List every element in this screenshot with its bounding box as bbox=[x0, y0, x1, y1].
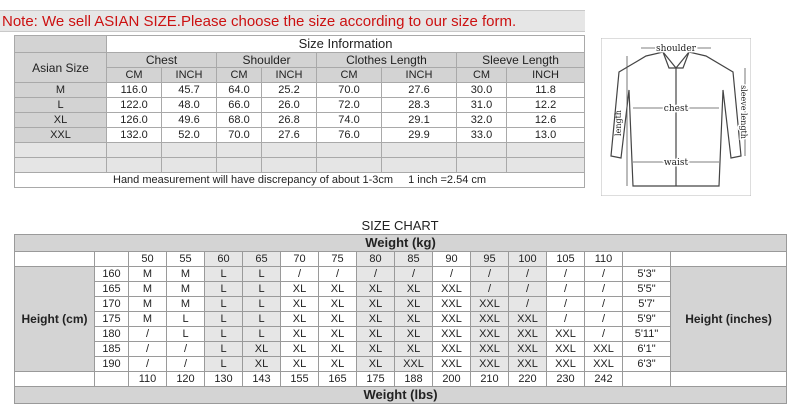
measurement-cell: 64.0 bbox=[217, 83, 262, 98]
size-recommendation-cell: XXL bbox=[433, 297, 471, 312]
clothes-length-header: Clothes Length bbox=[317, 53, 457, 68]
height-cm-label: Height (cm) bbox=[15, 267, 95, 372]
measurement-cell: 28.3 bbox=[382, 98, 457, 113]
size-recommendation-cell: / bbox=[547, 282, 585, 297]
size-recommendation-cell: L bbox=[205, 312, 243, 327]
measurement-cell: 52.0 bbox=[162, 128, 217, 143]
weight-lbs-cell: 155 bbox=[281, 372, 319, 387]
size-recommendation-cell: XL bbox=[357, 342, 395, 357]
size-recommendation-cell: M bbox=[129, 312, 167, 327]
size-info-title: Size Information bbox=[107, 36, 585, 53]
weight-kg-cell: 50 bbox=[129, 252, 167, 267]
height-inches-cell: 5'11" bbox=[623, 327, 671, 342]
size-recommendation-cell: M bbox=[129, 267, 167, 282]
size-recommendation-cell: / bbox=[585, 282, 623, 297]
size-recommendation-cell: M bbox=[129, 282, 167, 297]
height-cm-cell: 160 bbox=[95, 267, 129, 282]
size-recommendation-cell: XL bbox=[395, 282, 433, 297]
unit-header: INCH bbox=[507, 68, 585, 83]
size-recommendation-cell: / bbox=[433, 267, 471, 282]
size-recommendation-cell: / bbox=[585, 327, 623, 342]
size-recommendation-cell: XL bbox=[319, 282, 357, 297]
size-recommendation-cell: L bbox=[205, 267, 243, 282]
measurement-cell: 49.6 bbox=[162, 113, 217, 128]
measurement-cell: 12.2 bbox=[507, 98, 585, 113]
discrepancy-note: Hand measurement will have discrepancy of about 1-3cm bbox=[113, 174, 394, 186]
weight-lbs-row bbox=[15, 372, 787, 387]
weight-kg-cell: 65 bbox=[243, 252, 281, 267]
size-information-table bbox=[14, 35, 585, 188]
size-recommendation-cell: / bbox=[547, 267, 585, 282]
size-recommendation-cell: / bbox=[509, 297, 547, 312]
measurement-cell: 26.8 bbox=[262, 113, 317, 128]
measurement-cell: 68.0 bbox=[217, 113, 262, 128]
size-recommendation-cell: XXL bbox=[433, 357, 471, 372]
sleeve-length-header: Sleeve Length bbox=[457, 53, 585, 68]
size-recommendation-cell: L bbox=[243, 267, 281, 282]
size-recommendation-cell: / bbox=[585, 312, 623, 327]
height-inches-cell: 5'7' bbox=[623, 297, 671, 312]
height-cm-cell: 165 bbox=[95, 282, 129, 297]
size-recommendation-cell: / bbox=[129, 342, 167, 357]
size-label-cell: M bbox=[15, 83, 107, 98]
waist-label: waist bbox=[663, 158, 689, 168]
size-recommendation-cell: XL bbox=[319, 342, 357, 357]
size-recommendation-cell: / bbox=[509, 267, 547, 282]
size-recommendation-cell: XL bbox=[357, 312, 395, 327]
measurement-cell: 27.6 bbox=[382, 83, 457, 98]
size-recommendation-cell: / bbox=[395, 267, 433, 282]
shoulder-header: Shoulder bbox=[217, 53, 317, 68]
size-recommendation-cell: XXL bbox=[471, 327, 509, 342]
weight-lbs-cell: 165 bbox=[319, 372, 357, 387]
size-recommendation-cell: XXL bbox=[585, 357, 623, 372]
measurement-cell: 29.9 bbox=[382, 128, 457, 143]
size-recommendation-cell: L bbox=[205, 357, 243, 372]
size-recommendation-cell: XL bbox=[357, 357, 395, 372]
measurement-cell: 45.7 bbox=[162, 83, 217, 98]
measurement-cell: 26.0 bbox=[262, 98, 317, 113]
unit-header: INCH bbox=[382, 68, 457, 83]
size-recommendation-cell: XXL bbox=[547, 357, 585, 372]
weight-lbs-cell: 120 bbox=[167, 372, 205, 387]
unit-header: CM bbox=[107, 68, 162, 83]
measurement-cell: 29.1 bbox=[382, 113, 457, 128]
size-recommendation-cell: XL bbox=[319, 327, 357, 342]
size-recommendation-cell: / bbox=[471, 282, 509, 297]
measurement-cell: 30.0 bbox=[457, 83, 507, 98]
size-chart-body bbox=[15, 267, 787, 372]
size-recommendation-cell: XXL bbox=[547, 327, 585, 342]
size-recommendation-cell: XL bbox=[395, 327, 433, 342]
unit-header: INCH bbox=[262, 68, 317, 83]
weight-kg-cell: 60 bbox=[205, 252, 243, 267]
chest-label: chest bbox=[663, 104, 689, 114]
size-info-body bbox=[15, 83, 585, 143]
size-recommendation-cell: XL bbox=[243, 342, 281, 357]
size-recommendation-cell: XXL bbox=[433, 282, 471, 297]
weight-kg-cell: 95 bbox=[471, 252, 509, 267]
measurement-cell: 74.0 bbox=[317, 113, 382, 128]
size-recommendation-cell: L bbox=[167, 327, 205, 342]
inch-conversion: 1 inch =2.54 cm bbox=[408, 174, 487, 186]
size-recommendation-cell: L bbox=[167, 312, 205, 327]
measurement-cell: 116.0 bbox=[107, 83, 162, 98]
size-recommendation-cell: XL bbox=[357, 327, 395, 342]
height-inches-cell: 5'5" bbox=[623, 282, 671, 297]
measurement-cell: 12.6 bbox=[507, 113, 585, 128]
weight-lbs-cell: 230 bbox=[547, 372, 585, 387]
measurement-cell: 32.0 bbox=[457, 113, 507, 128]
size-recommendation-cell: XL bbox=[319, 357, 357, 372]
height-cm-cell: 175 bbox=[95, 312, 129, 327]
sleeve-length-label: sleeve length bbox=[739, 85, 748, 139]
weight-lbs-cell: 175 bbox=[357, 372, 395, 387]
size-recommendation-cell: XL bbox=[395, 342, 433, 357]
measurement-cell: 13.0 bbox=[507, 128, 585, 143]
weight-kg-cell: 105 bbox=[547, 252, 585, 267]
size-recommendation-cell: / bbox=[547, 312, 585, 327]
measurement-cell: 27.6 bbox=[262, 128, 317, 143]
measurement-cell: 33.0 bbox=[457, 128, 507, 143]
measurement-cell: 132.0 bbox=[107, 128, 162, 143]
size-recommendation-cell: XL bbox=[357, 297, 395, 312]
size-recommendation-cell: / bbox=[167, 357, 205, 372]
weight-lbs-band: Weight (lbs) bbox=[15, 387, 787, 404]
unit-header: CM bbox=[217, 68, 262, 83]
size-recommendation-cell: XL bbox=[281, 297, 319, 312]
weight-kg-band: Weight (kg) bbox=[15, 235, 787, 252]
size-recommendation-cell: M bbox=[129, 297, 167, 312]
size-recommendation-cell: / bbox=[547, 297, 585, 312]
size-recommendation-cell: / bbox=[509, 282, 547, 297]
weight-kg-cell: 100 bbox=[509, 252, 547, 267]
size-info-row bbox=[15, 128, 585, 143]
measurement-cell: 70.0 bbox=[317, 83, 382, 98]
size-recommendation-cell: XXL bbox=[471, 297, 509, 312]
weight-kg-cell: 75 bbox=[319, 252, 357, 267]
size-recommendation-cell: / bbox=[129, 327, 167, 342]
size-recommendation-cell: XXL bbox=[471, 342, 509, 357]
size-recommendation-cell: M bbox=[167, 297, 205, 312]
size-recommendation-cell: XL bbox=[281, 357, 319, 372]
size-recommendation-cell: XL bbox=[357, 282, 395, 297]
size-recommendation-cell: XXL bbox=[509, 312, 547, 327]
shoulder-label: shoulder bbox=[656, 44, 696, 54]
weight-lbs-cell: 220 bbox=[509, 372, 547, 387]
measurement-cell: 122.0 bbox=[107, 98, 162, 113]
weight-kg-row bbox=[15, 252, 787, 267]
size-recommendation-cell: XL bbox=[395, 312, 433, 327]
measurement-cell: 25.2 bbox=[262, 83, 317, 98]
measurement-footer bbox=[15, 173, 585, 188]
size-recommendation-cell: XXL bbox=[509, 327, 547, 342]
measurement-cell: 70.0 bbox=[217, 128, 262, 143]
measurement-cell: 31.0 bbox=[457, 98, 507, 113]
length-label: length bbox=[614, 110, 623, 136]
height-cm-cell: 190 bbox=[95, 357, 129, 372]
weight-kg-cell: 90 bbox=[433, 252, 471, 267]
height-row bbox=[15, 267, 787, 282]
empty-row bbox=[15, 158, 585, 173]
measurement-cell: 66.0 bbox=[217, 98, 262, 113]
weight-kg-cell: 85 bbox=[395, 252, 433, 267]
measurement-cell: 11.8 bbox=[507, 83, 585, 98]
height-cm-cell: 170 bbox=[95, 297, 129, 312]
size-info-corner bbox=[15, 36, 107, 53]
weight-lbs-cell: 110 bbox=[129, 372, 167, 387]
height-cm-cell: 185 bbox=[95, 342, 129, 357]
size-recommendation-cell: XXL bbox=[471, 357, 509, 372]
size-recommendation-cell: XXL bbox=[509, 342, 547, 357]
asian-size-note: Note: We sell ASIAN SIZE.Please choose the size according to our size form. bbox=[0, 10, 585, 32]
size-recommendation-cell: XL bbox=[395, 297, 433, 312]
size-recommendation-cell: XXL bbox=[395, 357, 433, 372]
size-recommendation-cell: XL bbox=[281, 342, 319, 357]
size-recommendation-cell: L bbox=[243, 282, 281, 297]
size-info-row bbox=[15, 98, 585, 113]
size-recommendation-cell: XL bbox=[319, 312, 357, 327]
height-inches-cell: 5'3" bbox=[623, 267, 671, 282]
weight-lbs-cell: 200 bbox=[433, 372, 471, 387]
size-recommendation-cell: / bbox=[471, 267, 509, 282]
size-recommendation-cell: XXL bbox=[509, 357, 547, 372]
size-recommendation-cell: XXL bbox=[471, 312, 509, 327]
size-recommendation-cell: L bbox=[243, 297, 281, 312]
size-recommendation-cell: / bbox=[281, 267, 319, 282]
asian-size-header: Asian Size bbox=[15, 53, 107, 83]
size-label-cell: XXL bbox=[15, 128, 107, 143]
size-recommendation-cell: XXL bbox=[547, 342, 585, 357]
weight-lbs-cell: 242 bbox=[585, 372, 623, 387]
weight-kg-cell: 110 bbox=[585, 252, 623, 267]
size-recommendation-cell: XL bbox=[319, 297, 357, 312]
measurement-cell: 48.0 bbox=[162, 98, 217, 113]
weight-kg-cell: 70 bbox=[281, 252, 319, 267]
height-inches-cell: 5'9" bbox=[623, 312, 671, 327]
size-recommendation-cell: L bbox=[205, 327, 243, 342]
size-chart-title: SIZE CHART bbox=[361, 218, 439, 233]
size-recommendation-cell: XXL bbox=[585, 342, 623, 357]
weight-kg-cell: 80 bbox=[357, 252, 395, 267]
size-recommendation-cell: L bbox=[205, 297, 243, 312]
size-label-cell: L bbox=[15, 98, 107, 113]
size-recommendation-cell: / bbox=[585, 267, 623, 282]
height-inches-cell: 6'1" bbox=[623, 342, 671, 357]
weight-lbs-cell: 188 bbox=[395, 372, 433, 387]
size-chart-table bbox=[14, 234, 787, 404]
size-recommendation-cell: / bbox=[167, 342, 205, 357]
chest-header: Chest bbox=[107, 53, 217, 68]
height-inches-label: Height (inches) bbox=[671, 267, 787, 372]
weight-lbs-cell: 210 bbox=[471, 372, 509, 387]
empty-row bbox=[15, 143, 585, 158]
size-recommendation-cell: L bbox=[205, 282, 243, 297]
size-info-row bbox=[15, 83, 585, 98]
shirt-measurement-diagram bbox=[601, 38, 751, 196]
size-recommendation-cell: / bbox=[357, 267, 395, 282]
weight-lbs-cell: 130 bbox=[205, 372, 243, 387]
size-recommendation-cell: XXL bbox=[433, 327, 471, 342]
size-recommendation-cell: XXL bbox=[433, 342, 471, 357]
size-recommendation-cell: XL bbox=[281, 327, 319, 342]
height-inches-cell: 6'3" bbox=[623, 357, 671, 372]
measurement-cell: 126.0 bbox=[107, 113, 162, 128]
size-recommendation-cell: L bbox=[243, 312, 281, 327]
size-recommendation-cell: / bbox=[585, 297, 623, 312]
size-recommendation-cell: L bbox=[243, 327, 281, 342]
size-recommendation-cell: / bbox=[129, 357, 167, 372]
unit-header: CM bbox=[457, 68, 507, 83]
height-cm-cell: 180 bbox=[95, 327, 129, 342]
measurement-cell: 72.0 bbox=[317, 98, 382, 113]
size-recommendation-cell: M bbox=[167, 267, 205, 282]
size-recommendation-cell: M bbox=[167, 282, 205, 297]
unit-header: CM bbox=[317, 68, 382, 83]
size-info-row bbox=[15, 113, 585, 128]
weight-kg-cell: 55 bbox=[167, 252, 205, 267]
size-label-cell: XL bbox=[15, 113, 107, 128]
unit-header: INCH bbox=[162, 68, 217, 83]
size-recommendation-cell: / bbox=[319, 267, 357, 282]
size-recommendation-cell: XL bbox=[281, 282, 319, 297]
size-recommendation-cell: L bbox=[205, 342, 243, 357]
weight-lbs-cell: 143 bbox=[243, 372, 281, 387]
size-recommendation-cell: XL bbox=[243, 357, 281, 372]
measurement-cell: 76.0 bbox=[317, 128, 382, 143]
size-recommendation-cell: XXL bbox=[433, 312, 471, 327]
size-recommendation-cell: XL bbox=[281, 312, 319, 327]
